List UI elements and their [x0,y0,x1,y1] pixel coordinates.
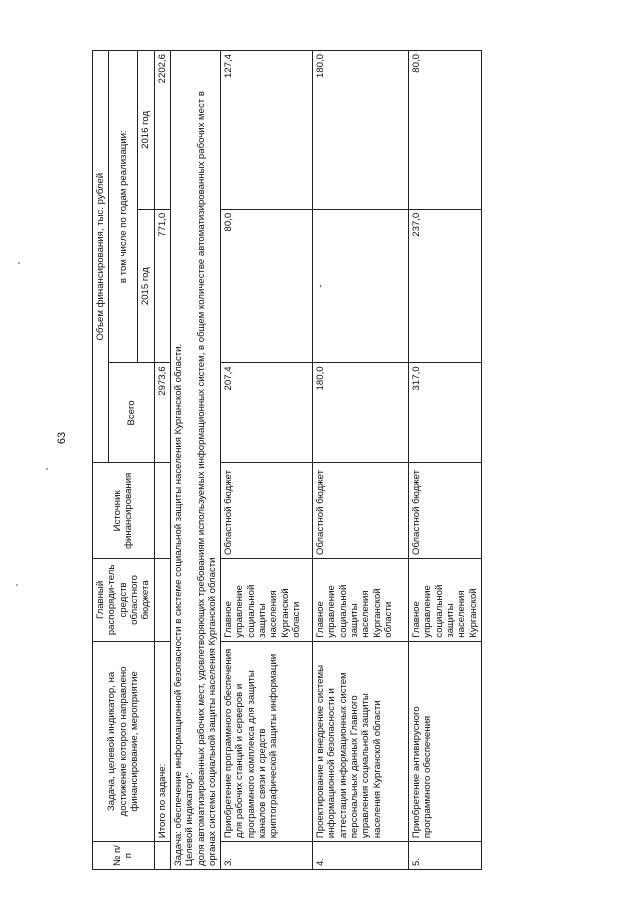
target-indicator-text: доля автоматизированных рабочих мест, удовлетворяющих требованиям используемых информационных систем, в общем количестве автоматизированных рабочих мест в органах системы социальной защиты населения Курганской области [195,91,218,866]
row-2016: 180,0 [313,51,409,210]
scan-speck [46,468,48,470]
row-task: Проектирование и внедрение системы информационной безопасности и аттестации информационных систем персональных данных Главного управления социальной защиты населения Курганской области [313,641,409,841]
row-2016: 127,4 [221,51,313,210]
subtotal-row [154,51,170,870]
row-num: 3. [221,842,313,870]
row-2015: - [313,209,409,363]
header-by-years: в том числе по годам реализации: [109,51,138,363]
header-distributor: Главный распоряди-тель средств областного бюджета [93,559,155,642]
row-total: 317,0 [409,363,482,463]
row-distributor: Главное управление социальной защиты населения Курганской [409,559,482,642]
task-title: Задача: обеспечение информационной безопасности в системе социальной защиты населения Курганской области. [172,343,184,866]
subtotal-label: Итого по задаче: [154,641,170,841]
table-row [221,51,313,870]
row-distributor: Главное управление социальной защиты населения Курганской области [221,559,313,642]
page-number: 63 [56,431,69,445]
header-task: Задача, целевой индикатор, на достижение которого направлено финансирование, мероприятие [93,641,155,841]
row-num: 4. [313,842,409,870]
row-2015: 237,0 [409,209,482,363]
row-task: Приобретение антивирусного программного обеспечения [409,641,482,841]
table-row [409,51,482,870]
row-source: Областной бюджет [409,463,482,559]
financing-table [92,50,482,870]
row-source: Областной бюджет [221,463,313,559]
rotated-table-container [92,50,532,870]
target-indicator-label: Целевой индикатор*: [184,772,196,866]
scan-speck [18,262,20,264]
header-total: Всего [109,363,154,463]
row-task: Приобретение программного обеспечения для рабочих станций и серверов и программного комплекса для защиты каналов связи и средств криптографической защиты информации [221,641,313,841]
header-year-2015: 2015 год [138,209,154,363]
header-funding: Объем финансирования, тыс. рублей [93,51,109,464]
task-block [170,51,220,870]
subtotal-2015: 771,0 [154,209,170,363]
subtotal-2016: 2202,6 [154,51,170,210]
table-row [313,51,409,870]
row-2016: 80,0 [409,51,482,210]
subtotal-total: 2973,6 [154,363,170,463]
row-num: 5. [409,842,482,870]
row-total: 207,4 [221,363,313,463]
header-source: Источник финансирования [93,463,155,559]
scan-speck [16,584,18,586]
row-distributor: Главное управление социальной защиты населения Курганской области [313,559,409,642]
header-num: № п/п [93,842,155,870]
row-2015: 80,0 [221,209,313,363]
row-source: Областной бюджет [313,463,409,559]
task-block-row [170,51,220,870]
header-year-2016: 2016 год [138,51,154,210]
row-total: 180,0 [313,363,409,463]
